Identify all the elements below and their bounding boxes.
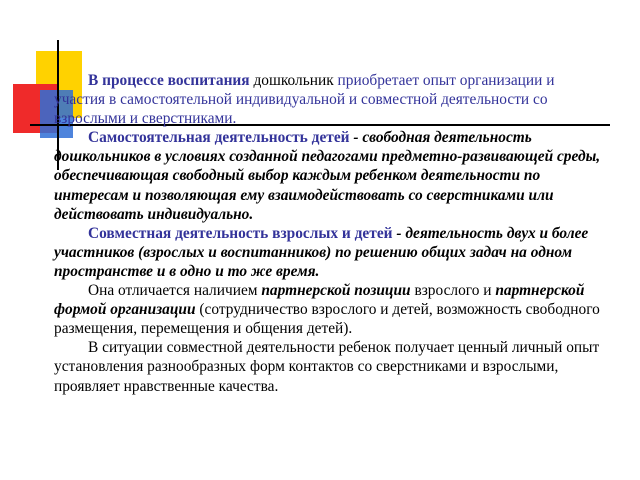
slide-body (54, 71, 602, 396)
paragraph-joint-situation (54, 338, 602, 395)
paragraph-title: В процессе воспитания (88, 72, 250, 89)
paragraph-text: приобретает опыт организации и участия в самостоятельной индивидуальной и совместной деятельности со взрослыми и сверстниками. (54, 72, 555, 128)
paragraph-definition: - деятельность двух и более участников (взрослых и воспитанников) по решению общих задач на одном пространстве и в одно и то же время. (54, 224, 589, 280)
paragraph-text: В ситуации совместной деятельности ребенок получает ценный личный опыт установления разнообразных форм контактов со сверстниками и взрослыми, проявляет нравственные качества. (54, 339, 600, 395)
paragraph-joint-activity (54, 224, 602, 281)
paragraph-text: (сотрудничество взрослого и детей, возможность свободного размещения, перемещения и общения детей). (54, 301, 600, 338)
paragraph-text: дошкольник (249, 72, 338, 89)
paragraph-text: взрослого и (410, 282, 496, 300)
paragraph-definition: - свободная деятельность дошкольников в условиях созданной педагогами предметно-развивающей среды, обеспечивающая свободный выбор каждым ребенком деятельности по интересам и позволяющая ему взаимодействовать со сверстниками или действовать индивидуально. (54, 129, 601, 223)
paragraph-title: Самостоятельная деятельность детей (88, 129, 350, 147)
paragraph-independent-activity (54, 128, 602, 223)
paragraph-text: Она отличается наличием (88, 282, 262, 300)
paragraph-partnership (54, 281, 602, 338)
paragraph-title: Совместная деятельность взрослых и детей (88, 224, 393, 242)
term-partner-form: партнерской формой организации (54, 282, 585, 319)
paragraph-upbringing (54, 71, 602, 128)
term-partner-position: партнерской позиции (261, 282, 411, 300)
